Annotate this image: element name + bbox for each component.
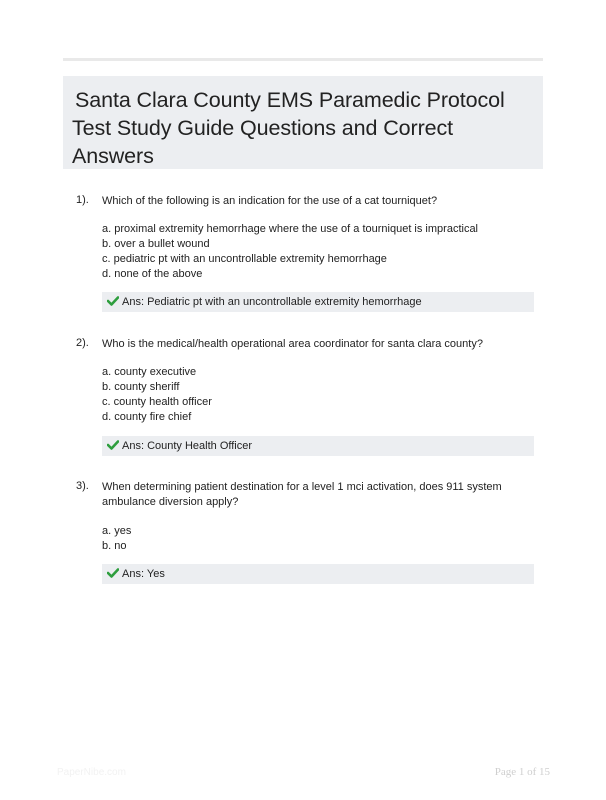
option: b. no [102,540,127,552]
answer-box [102,436,534,456]
question-number: 2). [76,337,89,349]
question-text: Who is the medical/health operational area coordinator for santa clara county? [102,338,483,350]
question-text: Which of the following is an indication for the use of a cat tourniquet? [102,195,438,207]
option: a. yes [102,525,132,537]
check-icon [107,440,119,450]
answer-text: Ans: Yes [122,568,165,580]
option: a. proximal extremity hemorrhage where the use of a tourniquet is impractical [102,223,479,235]
option: c. pediatric pt with an uncontrollable extremity hemorrhage [102,253,387,265]
answer-box [102,564,534,584]
option: d. county fire chief [102,411,192,423]
title-line: Test Study Guide Questions and Correct [72,116,454,140]
question-text: When determining patient destination for a level 1 mci activation, does 911 system ambulance diversion apply? [102,481,502,508]
question-number: 3). [76,480,89,492]
answer-text: Ans: Pediatric pt with an uncontrollable extremity hemorrhage [122,296,422,308]
header-divider [63,58,543,61]
answer-box [102,292,534,312]
options-list [102,524,131,554]
title-line: Answers [72,144,154,168]
option: d. none of the above [102,268,203,280]
option: b. county sheriff [102,381,180,393]
title-line: Santa Clara County EMS Paramedic Protocol [75,88,505,112]
check-icon [107,296,119,306]
title-box [63,76,543,169]
options-list [102,365,212,425]
question-number: 1). [76,194,89,206]
option: a. county executive [102,366,197,378]
footer-watermark: PaperNibe.com [57,767,126,778]
answer-text: Ans: County Health Officer [122,440,253,452]
page-title [72,86,535,170]
options-list [102,222,478,282]
option: c. county health officer [102,396,212,408]
page-number: Page 1 of 15 [494,766,550,778]
check-icon [107,568,119,578]
option: b. over a bullet wound [102,238,210,250]
